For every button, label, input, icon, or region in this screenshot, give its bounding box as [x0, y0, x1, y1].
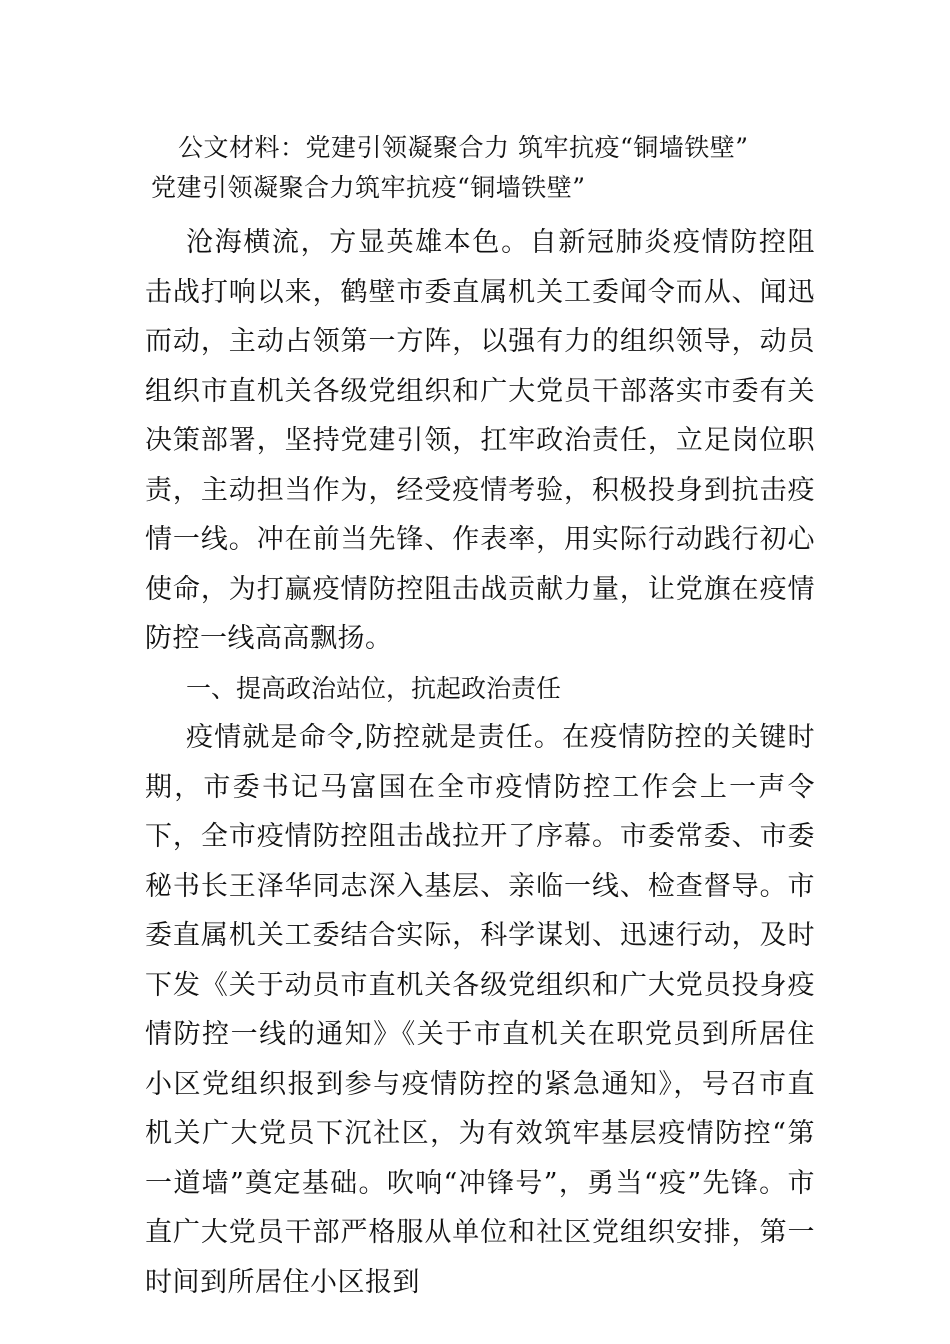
document-title: 公文材料：党建引领凝聚合力 筑牢抗疫“铜墙铁壁”	[178, 133, 749, 162]
document-body	[145, 128, 815, 1307]
paragraph-body: 疫情就是命令,防控就是责任。在疫情防控的关键时期，市委书记马富国在全市疫情防控工作会上一声令下，全市疫情防控阻击战拉开了序幕。市委常委、市委秘书长王泽华同志深入基层、亲临一线、检查督导。市委直属机关工委结合实际，科学谋划、迅速行动，及时下发《关于动员市直机关各级党组织和广大党员投身疫情防控一线的通知》《关于市直机关在职党员到所居住小区党组织报到参与疫情防控的紧急通知》，号召市直机关广大党员下沉社区，为有效筑牢基层疫情防控“第一道墙”奠定基础。吹响“冲锋号”，勇当“疫”先锋。市直广大党员干部严格服从单位和社区党组织安排，第一时间到所居住小区报到	[145, 722, 815, 1298]
section-heading: 一、提高政治站位，抗起政治责任	[186, 673, 562, 703]
paragraph-intro: 沧海横流，方显英雄本色。自新冠肺炎疫情防控阻击战打响以来，鹤壁市委直属机关工委闻令而从、闻迅而动，主动占领第一方阵，以强有力的组织领导，动员组织市直机关各级党组织和广大党员干部落实市委有关决策部署，坚持党建引领，扛牢政治责任，立足岗位职责，主动担当作为，经受疫情考验，积极投身到抗击疫情一线。冲在前当先锋、作表率，用实际行动践行初心使命，为打赢疫情防控阻击战贡献力量，让党旗在疫情防控一线高高飘扬。	[145, 227, 815, 654]
document-subtitle: 党建引领凝聚合力筑牢抗疫“铜墙铁壁”	[151, 173, 586, 202]
